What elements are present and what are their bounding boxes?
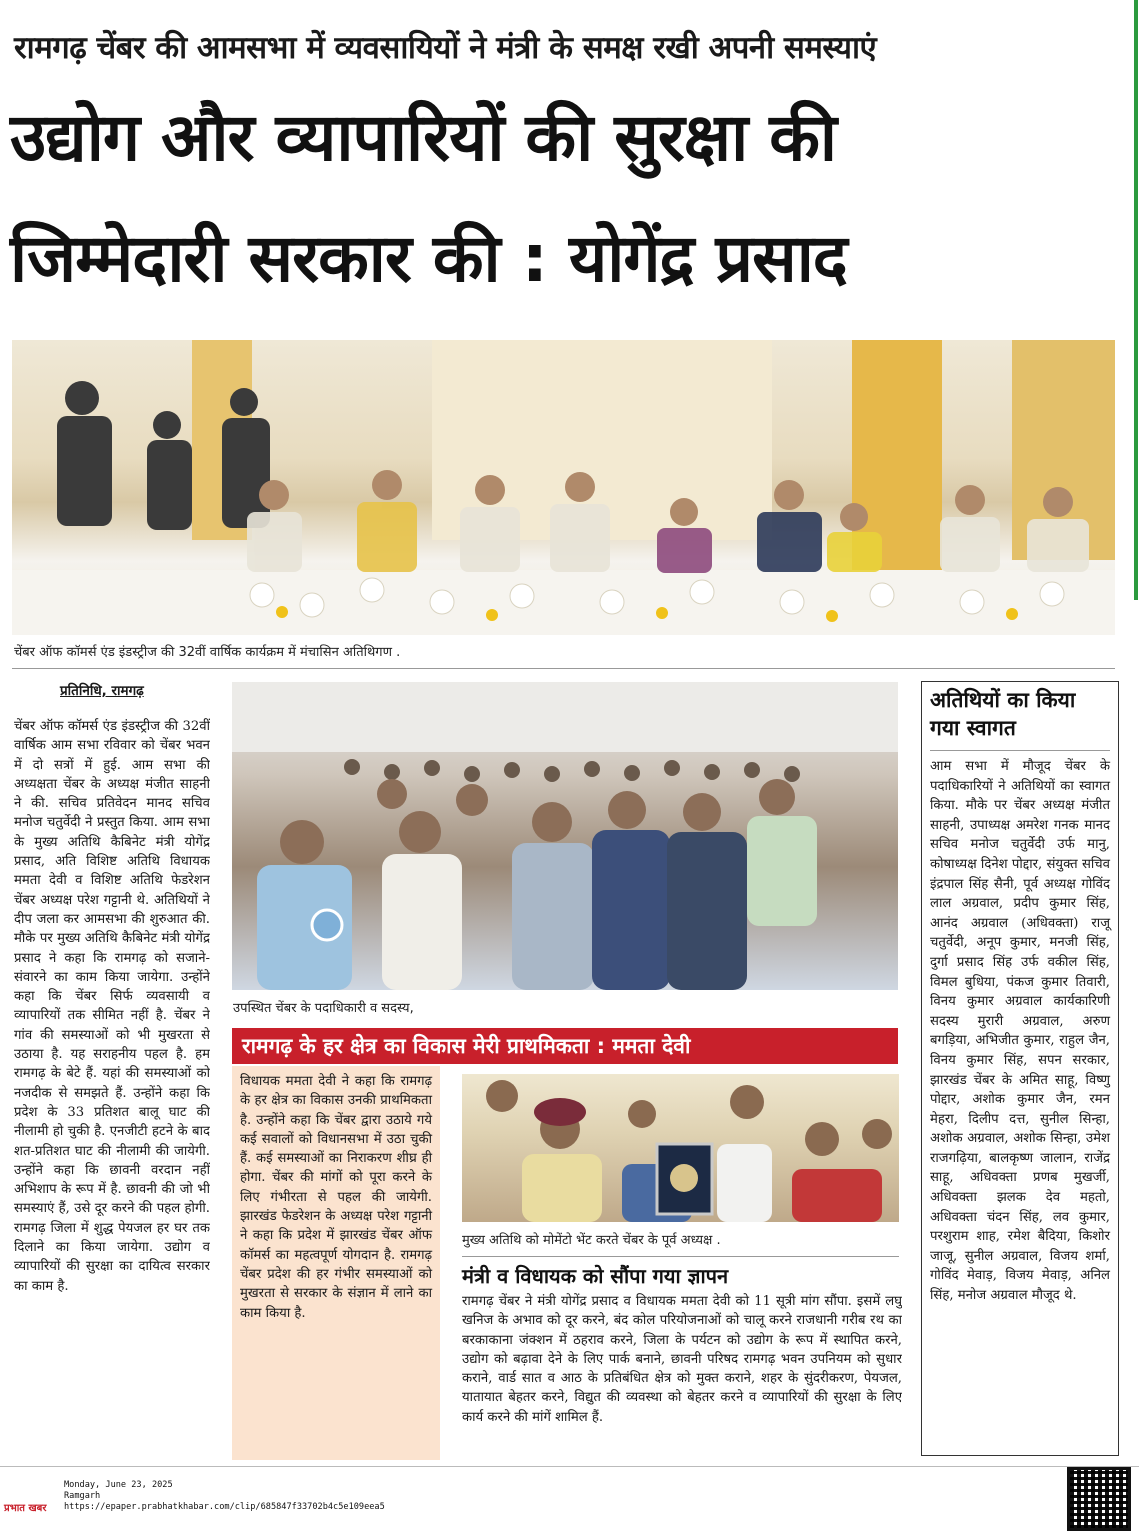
footer-date: Monday, June 23, 2025: [64, 1480, 173, 1490]
footer-rule: [0, 1466, 1139, 1467]
kicker-headline: रामगढ़ चेंबर की आमसभा में व्यवसायियों ने मंत्री के समक्ष रखी अपनी समस्याएं: [14, 30, 877, 66]
left-column-text: चेंबर ऑफ कॉमर्स एंड इंडस्ट्रीज की 32वीं वार्षिक आम सभा रविवार को चेंबर भवन में दो सत्रों में हुई. आम सभा की अध्यक्षता चेंबर के अध्यक्ष मंजीत साहनी ने की. सचिव प्रतिवेदन मानद सचिव मनोज चतुर्वेदी ने प्रस्तुत किया. आम सभा के मुख्य अतिथि कैबिनेट मंत्री योगेंद्र प्रसाद, अति विशिष्ट अतिथि विधायक ममता देवी व विशिष्ट अतिथि फेडरेशन चेंबर अध्यक्ष परेश गट्टानी थे. अतिथियों ने दीप जला कर आमसभा की शुरुआत की. मौके पर मुख्य अतिथि कैबिनेट मंत्री योगेंद्र प्रसाद ने कहा कि रामगढ़ को सजाने-संवारने का काम किया जायेगा. उन्होंने कहा कि चेंबर सिर्फ व्यवसायी व व्यापारियों तक सीमित नहीं है. चेंबर ने गांव की समस्याओं को भी मुखरता से उठाया है. यह सराहनीय पहल है. हम रामगढ़ के बेटे हैं. यहां की समस्याओं को नजदीक से समझते हैं. उन्होंने कहा कि प्रदेश के 33 प्रतिशत बालू घाट की नीलामी हो चुकी है. एनजीटी हटने के बाद शत-प्रतिशत घाट की नीलामी की जायेगी. उन्होंने कहा कि छावनी वरदान नहीं अभिशाप के रूप में है. छावनी की जो भी समस्याएं हैं, उसे दूर करने की पहल होगी. रामगढ़ जिला में शुद्ध पेयजल हर घर तक दिलाने का किया जायेगा. उद्योग व व्यापारियों की सुरक्षा का दायित्व सरकार का काम है.: [14, 719, 210, 1294]
byline: प्रतिनिधि, रामगढ़: [60, 683, 144, 699]
memo-text: रामगढ़ चेंबर ने मंत्री योगेंद्र प्रसाद व विधायक ममता देवी को 11 सूत्री मांग सौंपा. इसमें लघु खनिज के अभाव को दूर करने, बंद कोल परियोजनाओं को चालू करने राजधानी गरीब रथ का बरकाकाना जंक्शन में ठहराव करने, जिला के पर्यटन को उद्योग के रूप में स्थापित करने, उद्योग को बढ़ावा देने के लिए पार्क बनाने, छावनी परिषद रामगढ़ भवन उपनियम को सुधार कराने, वार्ड सात व आठ के प्रतिबंधित क्षेत्र को मुक्त कराने, शहर के सुंदरीकरण, पेयजल, यातायात बेहतर करने, विद्युत की व्यवस्था को बेहतर करने व व्यापारियों की सुरक्षा के लिए कार्य करने की मांगें शामिल हैं.: [462, 1294, 902, 1425]
headline-line-1: उद्योग और व्यापारियों की सुरक्षा की: [10, 99, 836, 176]
mamta-text: विधायक ममता देवी ने कहा कि रामगढ़ के हर क्षेत्र का विकास उनकी प्राथमिकता है. उन्होंने कहा कि चेंबर द्वारा उठाये गये कई सवालों को विधानसभा में उठा चुकी हैं. कई समस्याओं का निराकरण शीघ्र ही होगा. चेंबर की मांगों को पूरा करने के लिए गंभीरता से पहल की जायेगी. झारखंड फेडरेशन के अध्यक्ष परेश गट्टानी ने कहा कि प्रदेश में झारखंड चेंबर ऑफ कॉमर्स का महत्वपूर्ण योगदान है. रामगढ़ चेंबर प्रदेश की हर गंभीर समस्याओं को मुखरता से सरकार के संज्ञान में लाने का काम किया है.: [240, 1074, 432, 1321]
stage-photo-caption: चेंबर ऑफ कॉमर्स एंड इंडस्ट्रीज की 32वीं वार्षिक कार्यक्रम में मंचासिन अतिथिगण .: [14, 645, 401, 660]
sidebar-title: अतिथियों का किया गया स्वागत: [930, 688, 1076, 740]
memento-photo-illustration: [462, 1074, 899, 1222]
qr-code[interactable]: [1067, 1467, 1131, 1531]
stage-photo-illustration: [12, 340, 1115, 635]
headline-line-2: जिम्मेदारी सरकार की : योगेंद्र प्रसाद: [10, 220, 847, 297]
footer-place: Ramgarh: [64, 1491, 101, 1501]
sidebar-text: आम सभा में मौजूद चेंबर के पदाधिकारियों ने अतिथियों का स्वागत किया. मौके पर चेंबर अध्यक्ष मंजीत साहनी, उपाध्यक्ष अमरेश गनक मानद सचिव मनोज चतुर्वेदी उर्फ मानु, कोषाध्यक्ष दिनेश पोद्दार, संयुक्त सचिव इंद्रपाल सिंह सैनी, पूर्व अध्यक्ष गोविंद लाल अग्रवाल, प्रदीप कुमार सिंह, आनंद अग्रवाल (अधिवक्ता) राजू चतुर्वेदी, अनूप कुमार, मनजी सिंह, दुर्गा प्रसाद सिंह उर्फ वकील सिंह, विमल बुधिया, पंकज कुमार तिवारी, विनय कुमार अग्रवाल कार्यकारिणी सदस्य मुरारी अग्रवाल, अरुण बगड़िया, अभिजीत कुमार, राहुल जैन, विनय कुमार सिंह, सपन सरकार, झारखंड चेंबर के अमित साहू, विष्णु पोद्दार, अशोक कुमार जैन, रमन मेहरा, दिलीप दत्त, सुनील सिन्हा, अशोक अग्रवाल, अशोक सिन्हा, उमेश राजगढ़िया, बालकृष्ण जालान, राजेंद्र साहू, अधिवक्ता प्रणब मुखर्जी, अधिवक्ता झलक देव महतो, अधिवक्ता चंदन सिंह, लव कुमार, परशुराम शाह, रमेश बैदिया, किशोर जाजू, सुनील अग्रवाल, विजय शर्मा, गोविंद मेवाड़, विजय मेवाड़, अनिल सिंह, मनोज अग्रवाल मौजूद थे.: [930, 759, 1110, 1304]
sidebar-divider: [930, 750, 1110, 751]
footer-url[interactable]: https://epaper.prabhatkhabar.com/clip/685847f33702b4c5e109eea5: [64, 1502, 385, 1512]
edge-bar: [1134, 0, 1138, 600]
footer-info: [64, 1480, 385, 1513]
memento-photo-caption: मुख्य अतिथि को मोमेंटो भेंट करते चेंबर के पूर्व अध्यक्ष .: [462, 1233, 721, 1248]
stage-photo: [12, 340, 1115, 635]
sidebar-box: [921, 681, 1119, 1456]
audience-photo-illustration: [232, 682, 898, 990]
audience-photo: [232, 682, 898, 990]
newspaper-logo: प्रभात खबर: [4, 1503, 47, 1514]
memento-photo: [462, 1074, 899, 1222]
mamta-box: [232, 1066, 440, 1460]
mamta-headline: रामगढ़ के हर क्षेत्र का विकास मेरी प्राथमिकता : ममता देवी: [232, 1028, 898, 1064]
audience-photo-caption: उपस्थित चेंबर के पदाधिकारी व सदस्य,: [233, 1001, 414, 1016]
memento-divider: [462, 1256, 899, 1257]
divider: [12, 668, 1115, 669]
memo-headline: मंत्री व विधायक को सौंपा गया ज्ञापन: [462, 1264, 729, 1288]
